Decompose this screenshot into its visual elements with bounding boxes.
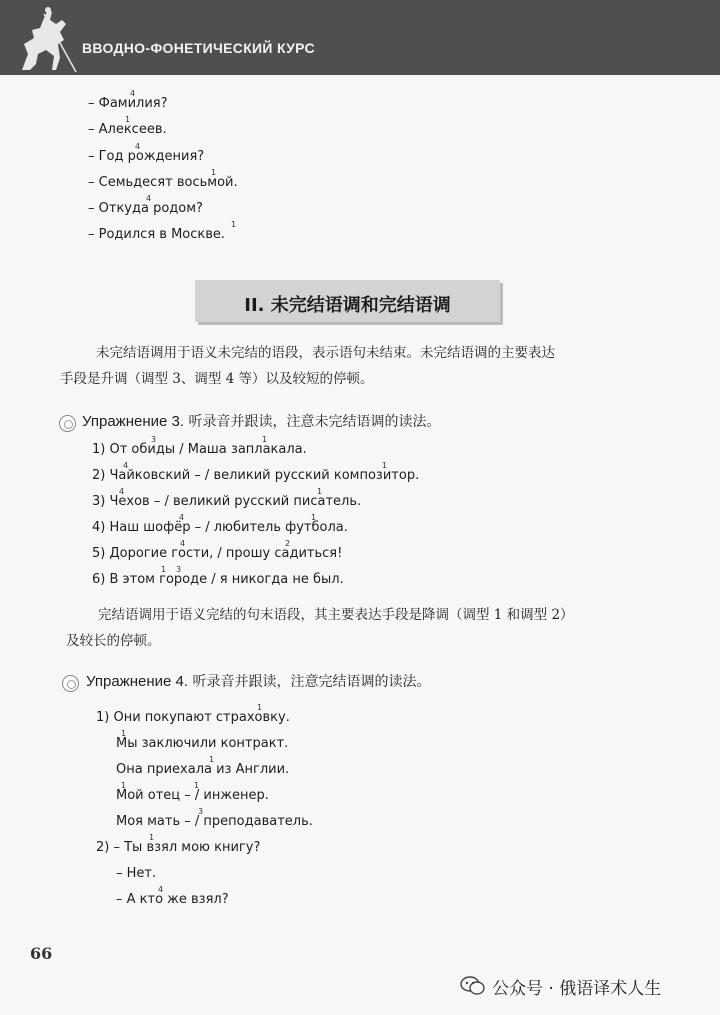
tone-mark: 4: [146, 194, 152, 203]
tone-mark: 1: [161, 565, 167, 574]
section-title: II. 未完结语调和完结语调: [244, 295, 451, 316]
dialogue-line: – Родился в Москве.: [88, 227, 226, 242]
tone-mark: 3: [198, 807, 204, 816]
exercise-4-item: Мой отец – / инженер.: [116, 788, 269, 803]
tone-mark: 4: [179, 513, 185, 522]
dialogue-line: – Алексеев.: [88, 122, 167, 137]
paragraph-line: 未完结语调用于语义未完结的语段，表示语句未结束。未完结语调的主要表达: [96, 345, 555, 361]
course-title: ВВОДНО-ФОНЕТИЧЕСКИЙ КУРС: [82, 40, 315, 56]
tone-mark: 2: [285, 539, 291, 548]
exercise-3-instruction: 听录音并跟读，注意未完结语调的读法。: [188, 414, 441, 430]
exercise-4-label: Упражнение 4.: [86, 673, 189, 690]
section-heading-box: [195, 280, 500, 322]
exercise-4-item: 1) Они покупают страховку.: [96, 710, 290, 725]
tone-mark: 4: [130, 89, 136, 98]
exercise-4-heading: [86, 671, 430, 691]
dialogue-line: – Семьдесят восьмой.: [88, 175, 238, 190]
exercise-3-item: 5) Дорогие гости, / прошу садиться!: [92, 546, 343, 561]
exercise-3-item: 6) В этом городе / я никогда не был.: [92, 572, 344, 587]
tone-mark: 1: [194, 781, 200, 790]
watermark-label: 公众号 · 俄语译术人生: [492, 979, 662, 999]
tone-mark: 3: [176, 565, 182, 574]
exercise-4-item: – Нет.: [116, 866, 157, 881]
exercise-3-item: 1) От обиды / Маша заплакала.: [92, 442, 307, 457]
tone-mark: 1: [257, 703, 263, 712]
tone-mark: 4: [119, 487, 125, 496]
paragraph-1: [60, 340, 700, 392]
exercise-4-instruction: 听录音并跟读，注意完结语调的读法。: [192, 674, 431, 690]
tone-mark: 4: [123, 461, 129, 470]
tone-mark: 4: [158, 885, 164, 894]
tone-mark: 1: [149, 833, 155, 842]
tone-mark: 1: [262, 435, 268, 444]
exercise-4-item: Она приехала из Англии.: [116, 762, 290, 777]
horseman-logo-icon: [14, 4, 80, 74]
exercise-4-item: 2) – Ты взял мою книгу?: [96, 840, 261, 855]
paragraph-line: 及较长的停顿。: [66, 633, 161, 649]
tone-mark: 1: [382, 461, 388, 470]
tone-mark: 1: [121, 729, 127, 738]
tone-mark: 1: [317, 487, 323, 496]
tone-mark: 1: [209, 755, 215, 764]
exercise-4-item: Моя мать – / преподаватель.: [116, 814, 313, 829]
watermark-text: [492, 974, 661, 999]
dialogue-line: – Год рождения?: [88, 149, 205, 164]
dialogue-line: – Фамилия?: [88, 96, 168, 111]
exercise-3-heading: [82, 411, 440, 431]
tone-mark: 1: [211, 168, 217, 177]
paragraph-line: 完结语调用于语义完结的句末语段，其主要表达手段是降调（调型 1 和调型 2）: [98, 607, 574, 623]
dialogue-line: – Откуда родом?: [88, 201, 203, 216]
tone-mark: 1: [121, 781, 127, 790]
audio-disc-icon[interactable]: [62, 675, 79, 692]
audio-disc-icon[interactable]: [59, 415, 76, 432]
paragraph-2: [66, 602, 706, 654]
exercise-3-label: Упражнение 3.: [82, 413, 185, 430]
exercise-3-item: 4) Наш шофёр – / любитель футбола.: [92, 520, 348, 535]
tone-mark: 1: [231, 220, 237, 229]
exercise-3-item: 3) Чехов – / великий русский писатель.: [92, 494, 362, 509]
exercise-4-item: – А кто же взял?: [116, 892, 229, 907]
tone-mark: 4: [180, 539, 186, 548]
exercise-4-item: Мы заключили контракт.: [116, 736, 289, 751]
tone-mark: 4: [135, 142, 141, 151]
tone-mark: 1: [311, 513, 317, 522]
page-number: 66: [30, 944, 53, 963]
exercise-3-item: 2) Чайковский – / великий русский композитор.: [92, 468, 420, 483]
wechat-icon: [460, 975, 486, 997]
tone-mark: 1: [125, 115, 131, 124]
page-header: [0, 0, 720, 75]
tone-mark: 3: [151, 435, 157, 444]
paragraph-line: 手段是升调（调型 3、调型 4 等）以及较短的停顿。: [60, 371, 374, 387]
